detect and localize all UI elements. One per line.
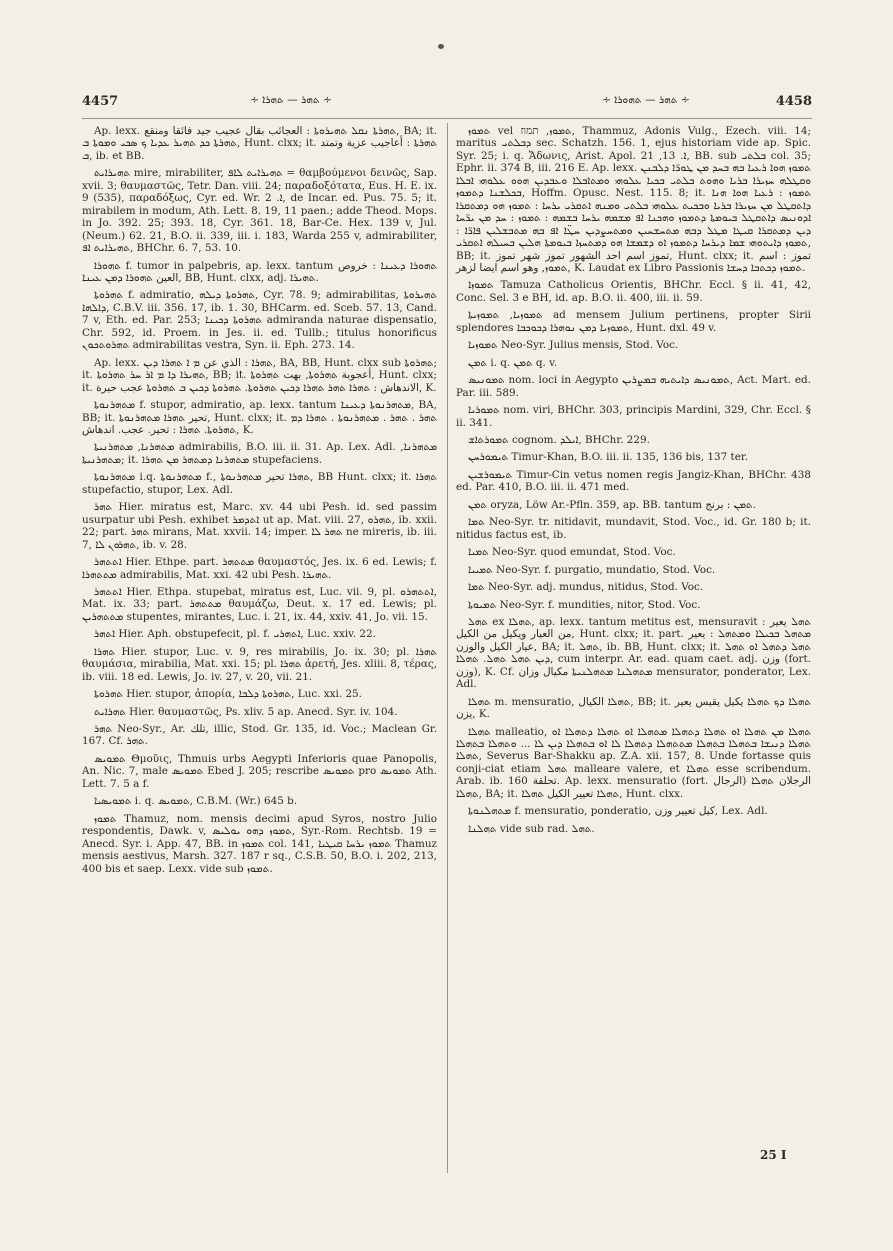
dictionary-entry: ܡܬܗܪܢܐ, ܡܬܗܪܢܝܬܐ admirabilis, B.O. iii. ii. 31. Ap. Lex. Adl. ܡܬܗܪܢܐ, ܡܬܗܪܢܝܬܐ; it. ܡܬܗܪܢܐ ܕܡܬܗܪ ܡܢ ܬܗܪܐ stupefaciens. (82, 441, 438, 466)
dictionary-entry: ܬܡܘܪܬܐܫ cognom. ܐܝܠܕ, BHChr. 229. (468, 433, 650, 446)
dictionary-entry: ܬܡܝܘܬܐ Neo-Syr. f. mundities, nitor, Stod. Voc. (468, 598, 701, 611)
dictionary-entry: Ap. lexx. ܬܗܪܐ : الذي عن ܡ ܐ ܬܗܪܐ ܕܝܢ, BA, BB, Hunt. clxx sub ܬܗܪܘܬܐ; it. ܬܗܝܪܐ ܕܐ ܡ ܐܪ ܚܪ ܬܗܪܘܬܐ, BB; it. أعجوبة ܬܗܪܘܬܐ, بهت ܬܗܪܘܬܐ, Hunt. clxx; it. الاندهاش : ܬܗܪܐ ܬܗܪ ܬܗܪܐ ܕܟܝܢ ܬܗܪܘܬܐ. ܬܗܪܘܬܐ ܕܟܝܢ ܒ ܬܗܪܘܬܐ عجب حيرة, K. (82, 356, 437, 394)
dictionary-entry: ܬܡܢ i. q. ܬܡܢ q. v. (468, 356, 558, 369)
dictionary-entry: ܬܗܝܪܐܝܬ mire, mirabiliter, ܬܗܝܪܐܝܬ ܠܐܦ = θαμβούμενοι δεινῶς, Sap. xvii. 3; θαυμαστῶς, Tetr. Dan. viii. 24; παραδοξότατα, Eus. H. E. ix. 9 (535), παραδόξως, Cyr. ed. Wr. ܐ. 2, de Incar. ed. Pus. 75. 5; it. mirabilem in modum, Ath. Lett. 8. 19, 11 paen.; adde Theod. Mops. in Jo. 392. 25; 393. 18, Cyr. 361. 18, Bar-Ce. Hex. 139 v, Jul. (Neum.) 62. 21, B.O. ii. 339, iii. i. 183, Warda 255 v, admirabiliter, ܬܗܝܪܐܝܬ ܐܦ, BHChr. 6. 7, 53. 10. (82, 167, 438, 255)
dictionary-entry: ܬܗܪ Hier. miratus est, Marc. xv. 44 ubi Pesh. id. sed passim usurpatur ubi Pesh. exhibet ܐܬܕܡܪ ut ap. Mat. viii. 27, ܬܗܪܘ, ib. xxii. 22; part. ܬܗܪ mirans, Mat. xxvii. 14; imper. ܬܗܪ ܠܐ ne mireris, ib. iii. 7, ܬܗܪܘܢ ܠܐ, ib. v. 28. (82, 501, 438, 551)
dictionary-entry: ܐܬܬܗܪ Hier. Ethpa. stupebat, miratus est, Luc. vii. 9, pl. ܐܬܬܗܪܘ, Mat. ix. 33; part. ܡܬܬܗܪ θαυμάζω, Deut. x. 17 ed. Lewis; pl. ܡܬܬܗܪܝܢ stupentes, mirantes, Luc. i. 21, ix. 44, xxiv. 41, Jo. vii. 15. (82, 585, 437, 623)
dictionary-entry: ܬܡܘܙ Thamuz, nom. mensis decimi apud Syros, nostro Julio respondentis, Dawk. v, ܬܡܘܙ ܕܗܘ ܝܘܠܝܣ, Syr.-Rom. Rechtsb. 19 = Anecd. Syr. i. App. 47, BB. in ܬܡܘܙ col. 141, ܬܡܘܙ ܝܪܚܐ ܩܝܛܝܐ Thamuz mensis aestivus, Marsh. 327. 187 r sq., C.S.B. 50, B.O. i. 202, 213, 400 bis et saep. Lexx. vide sub ܬܡܘܙ. (82, 812, 438, 875)
dictionary-entry: ܡܬܗܪܢܘܬܐ f. stupor, admiratio, ap. lexx. tantum ܡܬܗܪܢܘܬܐ ܕܥܝܢܐ, BA, BB; it. تحير ܬܗܪܐ ܡܬܗܪܢܘܬܐ, Hunt. clxx; it. ܬܗܪ . ܬܗܪ . ܡܬܗܪܢܘܬܐ . ܬܗܪܐ ܕܡ ܬܗܪܘܬܐ. ܬܗܪܐ : تحير. عجب. اندهاش, K. (82, 399, 438, 436)
right-column (456, 125, 811, 840)
running-head-left: ∻ ܬܗܪ — ܬܗܪܐ ∻ (250, 94, 332, 106)
dictionary-entry: ܬܡܐ Neo-Syr. tr. nitidavit, mundavit, Stod. Voc., id. Gr. 180 b; it. nitidus factus est, ib. (456, 516, 811, 541)
dictionary-entry: ܐܬܬܗܪ Hier. Ethpe. part. ܡܬܬܗܪ θαυμαστός, Jes. ix. 6 ed. Lewis; f. ܡܬܬܗܪܐ admirabilis, Mat. xxi. 42 ubi Pesh. ܬܗܝܪܐ. (82, 556, 437, 581)
page-number-right: 4458 (775, 94, 812, 109)
dictionary-entry: ܬܡܘܙ vel ܬܡܘܙ, תמוז, Thammuz, Adonis Vulg., Ezech. viii. 14; maritus ܕܒܠܬܝ sec. Schatzh. 156. 1, ejus historiam vide ap. Spic. Syr. 25; i. q. Ἄδωνις, Arist. Apol. ܐ. 13, 21, BB. sub ܒܠܬܝ col. 35; Ephr. ii. 374 B, iii. 216 E. Ap. lexx. ܬܡܘܙ ܗܘܐ ܪܥܝܐ ܒܗ ܒܚܕ ܡܢ ܛܘܪ̈ܐ ܕܠܒܢܢ ܘܩܛܠܗ ܚܙܝܪܐ ܒܪܝܐ ܘܗܘܬ ܒܠܬܝ ܒܟܝܐ ܥܠܘܗܝ ܘܡܬܐܒܠܐ ܘܥܒܕܝܢ ܗܘܘ ܥܠܘܗܝ ܐܒܠܐ ܒܟܠܫܢܐ ܕܬܡܘܙ, Hoffm. Opusc. Nest. 115. 8; it. ܬܡܘܙ : ܪܥܝܐ ܗܘܐ ܗܢܐ ܕܐܬܩܛܠ ܡܢ ܚܙܝܪܐ ܒܪܝܐ ܘܒܟܝܬ ܥܠܘܗܝ ܒܠܬܝ ܘܡܢܗ ܐܬܩܪܝ ܝܪܚܐ : ܬܡܘܙ ܗܘ ܕܡܬܩܪܐ ܐܕܘܢܝܣ ܕܐܬܩܛܠ ܒܝܘܡܬܐ ܕܬܡܘܙ ܘܗܟܢܐ ܐܦ ܡܫܡܗ ܝܪܚܐ ܒܫܡܗ : ܬܡܘܙ : ܚܕ ܡܢ ܝܪ̈ܚܐ ܕܝܢ ܕܡܬܩܪܐ ܩܝܛܐ ܡܛܠ ܕܒܗ ܡܬܚܫܚܝܢ ܘܡܬܚܨܕܝܢ ܚܛ̈ܐ ܐܦ ܒܗ ܡܬܒܫܠܝܢ ܦܐܪ̈ܐ : ܬܡܘܙ ܕܐܝܬܘܗܝ ܫܡܐ ܕܝܪܚܐ ܕܬܡܘܙ ܐܘ ܕܫܡܫܐ ܗܘ ܕܡܬܚܙܐ ܒܝܘܡܬܐ ܗܠܝܢ ܒܚܝܠܗ ܐܬܩܪܝ, BB; it. تموز اسم احد الشهور تموز شهر تموز, Hunt. clxx; it. تموز : اسم ܬܡܘܙ, وهو اسم ايضا لزهر, K. Laudat ex Libro Passionis ܬܡܘܙ ܕܟܬܒܐ ܕܚܫܐ. (456, 125, 812, 274)
dictionary-entry: ܐܬܗܪ Hier. Aph. obstupefecit, pl. f. ܐܬܗܪܝ, Luc. xxiv. 22. (94, 628, 376, 641)
dictionary-entry: ܬܗܪ Neo-Syr., Ar. تلك, illic, Stod. Gr. 135, id. Voc.; Maclean Gr. 167. Cf. ܬܗܪ. (82, 723, 438, 748)
dictionary-entry: ܬܗܪܘܬܐ Hier. stupor, ἀπορία, ܬܗܪܘܬܐ ܕܠܒܐ, Luc. xxi. 25. (94, 688, 362, 701)
dictionary-entry: ܬܡܝܝܐ Neo-Syr. f. purgatio, mundatio, Stod. Voc. (468, 563, 716, 576)
dictionary-entry: ܬܡܘܙܐ Tamuza Catholicus Orientis, BHChr. Eccl. § ii. 41, 42, Conc. Sel. 3 e BH, id. ap. B.O. ii. 400, iii. ii. 59. (456, 279, 811, 304)
dictionary-entry: ܬܝܡܘܪܚܢ Timur-Khan, B.O. iii. ii. 135, 136 bis, 137 ter. (468, 451, 748, 464)
dictionary-entry: ܬܡܘܙܝܐ, ܬܡܘܙܝܬܐ ad mensem Julium pertinens, propter Sirii splendores ܬܡܘܙܝܐ ܕܡܢ ܢܘܗܪܐ ܕܟܘܟܒܐ, Hunt. dxl. 49 v. (456, 309, 811, 334)
header-rule (82, 118, 812, 119)
dictionary-entry: ܬܝܡܘܪܫܝܢ Timur-Cin vetus nomen regis Jangiz-Khan, BHChr. 438 ed. Par. 410, B.O. iii. ii. 471 med. (456, 468, 811, 494)
dictionary-entry: ܬܡܘܙܝܐ Neo-Syr. Julius mensis, Stod. Voc. (468, 339, 679, 352)
dictionary-entry: ܬܗܪܐ Hier. stupor, Luc. v. 9, res mirabilis, Jo. ix. 30; pl. ܬܗܪܐ θαυμάσια, mirabilia, Mat. xxi. 15; pl. ܬܗܪܐ ἀρετή, Jes. xliii. 8, τέρας, ib. viii. 18 ed. Lewis, Jo. iv. 27, v. 20, vii. 21. (82, 645, 438, 683)
dictionary-entry: ܬܡܢ oryza, Löw Ar.-Pfln. 359, ap. BB. tantum ܬܡܢ : برنج. (468, 498, 756, 511)
dictionary-entry: ܬܡܝܐ Neo-Syr. quod emundat, Stod. Voc. (468, 546, 676, 559)
page-header (82, 92, 812, 118)
dictionary-entry: ܬܡܐ Neo-Syr. adj. mundus, nitidus, Stod. Voc. (468, 581, 704, 594)
dictionary-entry: ܬܗܠܐ m. mensuratio, ܬܗܠܐ الكيال, BB; it. ܬܗܠܐ ܕܟ ܬܗܠܐ يكيل يقيس يعير يزن, K. (456, 695, 811, 721)
page-number-left: 4457 (82, 94, 119, 109)
dictionary-entry: ܬܗܠܢܐ vide sub rad. ܬܗܠ. (468, 822, 595, 835)
dictionary-entry: ܡܬܗܪܢܘܬܐ i.q. ܡܬܗܪܢܘܬܐ f., ܬܗܪܐ تحير ܡܬܗܪܢܘܬܐ, BB Hunt. clxx; it. ܬܗܪܐ stupefactio, stupor, Lex. Adl. (82, 471, 437, 496)
dictionary-entry: ܬܗܠ ex ܬܗܠܐ, ap. lexx. tantum metitus est, mensuravit : ܬܗܠ يعير من العيار ويكيل من الكيل, Hunt. clxx; it. part. ܡܬܗܠ ܒܟܝܠܐ ܘܡܬܗܠ : يعير عيار الكيل والوزن, BA; it. ܬܗܠ, ib. BB, Hunt. clxx; it. ܬܗܠ ܕܬܗܠ ܐܘ ܬܗܠ ܕܝܢ ܬܗܠ ܬܗܠ. ܬܗܠܐ, cum interpr. Ar. ead. quam caet. adj. وزن (fort. وزن), K. Cf. ܡܬܗܠܢܐ ܡܬܗܠܢܝܬܐ مكيال وزان mensurator, ponderator, Lex. Adl. (456, 615, 812, 691)
dictionary-entry: Ap. lexx. ܬܗܪܬܐ ܢܩܠ ܬܗܝܪܘܬܐ : العجائب بقال عجيب جيد فائقا ومنقع, BA; it. ܬܗܪܬܐ ܟܕ ܬܗܝܪ ܥܕܝܐ ܟ ܣܟܝ ܘܡܘܬܐ ܒ, Hunt. clxx; it. ܬܗܪܬܐ : أعاجيب عزية وتمتد ܒ, ib. et BB. (82, 125, 438, 162)
dictionary-entry: ܬܡܘܝܣܝܐ i. q. ܬܡܘܝܣ, C.B.M. (Wr.) 645 b. (94, 795, 298, 808)
dictionary-entry: ܡܬܗܠܢܘܬܐ f. mensuratio, ponderatio, كيل تعيير وزن, Lex. Adl. (468, 805, 768, 818)
running-head-right: ∻ ܬܗܪ — ܬܗܘܪܐ ∻ (602, 94, 690, 106)
dictionary-entry: ܬܗܪܐܝܬ Hier. θαυμαστῶς, Ps. xliv. 5 ap. Anecd. Syr. iv. 104. (94, 705, 398, 718)
left-column (82, 125, 437, 880)
scan-speck (438, 44, 444, 49)
dictionary-entry: ܬܗܘܪܐ f. tumor in palpebris, ap. lexx. tantum ܬܗܘܪܐ ܕܥܝܢܐ : خروص العين ܬܗܘܪܐ ܕܡܢ ܥܝܢܐ, BB, Hunt. clxx, adj. ܬܗܝܪܐ. (82, 259, 437, 284)
dictionary-entry: ܬܡܘܪܝܐ nom. viri, BHChr. 303, principis Mardini, 329, Chr. Eccl. § ii. 341. (456, 404, 811, 429)
column-divider (447, 123, 448, 1173)
dictionary-entry: ܬܗܪܘܬܐ f. admiratio, ܬܗܪܘܬܐ ܕܝܠܗ, Cyr. 78. 9; admirabilitas, ܬܗܝܪܘܬܐ ܕܐܠܗܐ, C.B.V. iii. 356. 17, ib. 1. 30, BHCarm. ed. Sceb. 57. 13, Cand. 7 v, Eth. ed. Par. 253; ܬܗܪܘܬܐ ܕܟܝܢܐ admiranda naturae dispensatio, Chr. 592, id. Proem. in Jes. ii. ed. Tullb.; titulus honorificus ܬܗܪܘܬܟܘܢ admirabilitas vestra, Syn. ii. Eph. 273. 14. (82, 289, 437, 352)
signature-mark: 25 I (760, 1148, 787, 1162)
dictionary-entry: ܬܡܘܢܝܣ nom. loci in Aegypto ܬܡܘܢܝܣ ܕܐܝܬܝܗ ܒܡܨܪܝܢ, Act. Mart. ed. Par. iii. 589. (456, 374, 811, 399)
dictionary-entry: ܬܗܠܐ malleatio, ܬܗܠܐ ܡܢ ܬܗܠܐ ܐܘ ܬܗܠܐ ܕܬܗܠܐ ܡܬܗܠܐ ܐܘ ܬܗܠܐ ܕܬܗܠܐ ܐܘ ܬܗܠܐ ܕܢܝܫܐ ܒܬܗܠܐ ܒܬܗܠܐ ܡܬܬܗܠܐ ܕܬܗܠܐ ܠܐ ܐܘ ܒܬܗܠܐ ܕܝܢ ܠܐ ... ܘܬܗܠܐ ܒܬܗܠܐ ܬܗܠܐ, Severus Bar-Shakku ap. Z.A. xii. 157, 8. Unde fortasse quis conji-ciat etiam ܬܗܠ malleare valere, et ܬܗܠܐ esse scribendum. Arab. ib. 160 تحلقة. Ap. lexx. mensuratio (fort. الرجال) الرجلان ܬܗܠܐ ܬܗܠܐ, BA; it. ܬܗܠܐ تعيير الكيل ܬܗܠܐ, Hunt. clxx. (456, 725, 812, 800)
dictionary-entry: ܬܡܘܝܣ Θμοῦις, Thmuis urbs Aegypti Inferioris quae Panopolis, An. Nic. 7, male ܬܡܘܝܣ Ebed J. 205; rescribe ܬܡܘܝܣ pro ܬܡܘܝܣ Ath. Lett. 7. 5 a f. (82, 752, 437, 790)
